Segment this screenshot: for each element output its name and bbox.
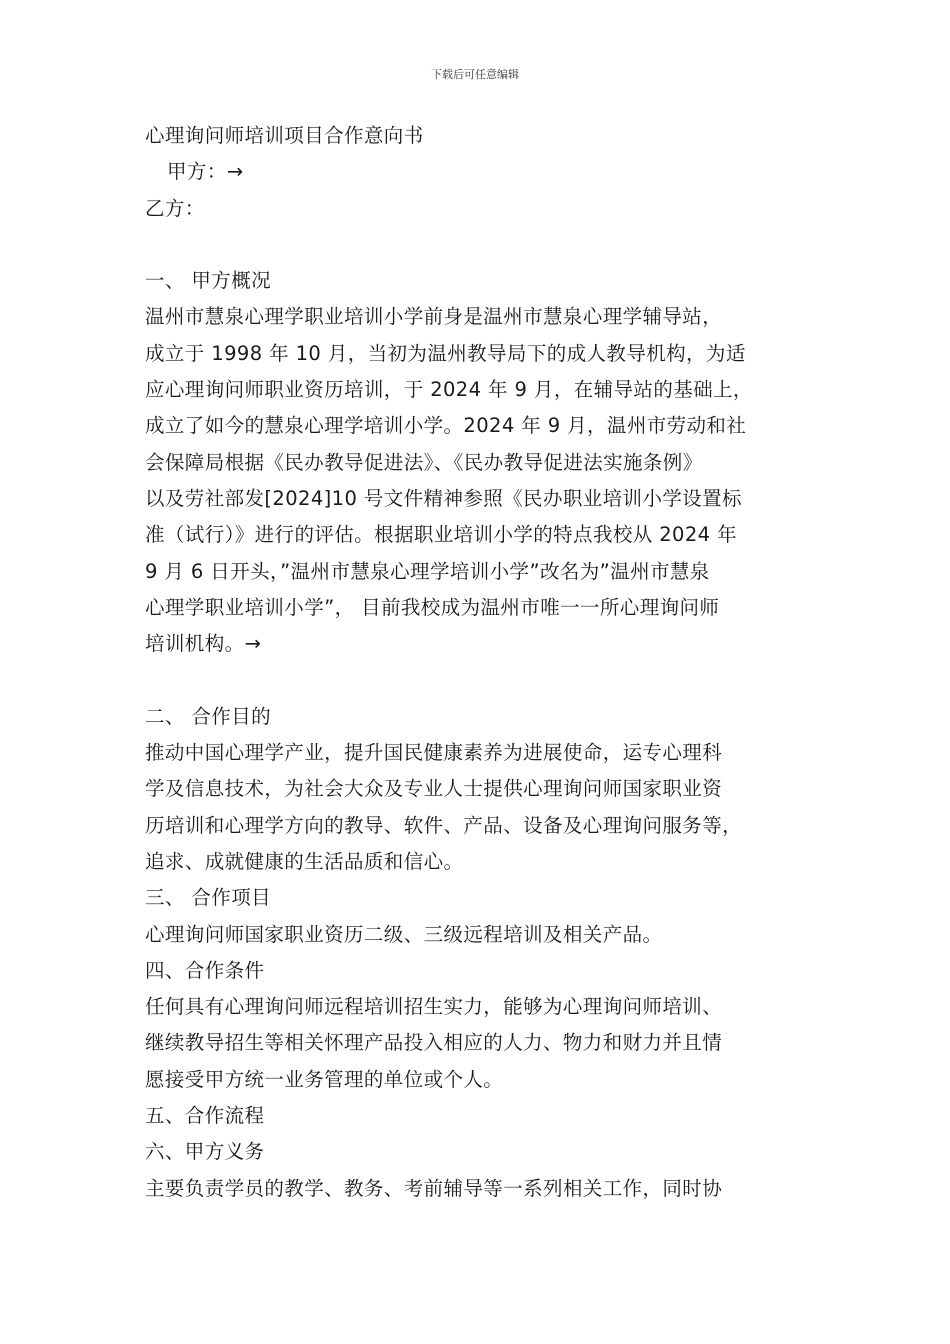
paragraph-line: 愿接受甲方统一业务管理的单位或个人。 (145, 1067, 504, 1091)
paragraph-line: 应心理询问师职业资历培训，于 2024 年 9 月，在辅导站的基础上， (145, 378, 753, 402)
paragraph-line: 温州市慧泉心理学职业培训小学前身是温州市慧泉心理学辅导站， (145, 305, 723, 329)
paragraph-line: 心理学职业培训小学”， 目前我校成为温州市唯一一所心理询问师 (145, 595, 720, 619)
paragraph-line: 主要负责学员的教学、教务、考前辅导等一系列相关工作，同时协 (145, 1176, 723, 1200)
paragraph-line: 培训机构。→ (145, 632, 262, 656)
blank-line (145, 662, 820, 698)
party-a-line: 甲方：→ (167, 160, 244, 184)
paragraph-line: 成立了如今的慧泉心理学培训小学。2024 年 9 月，温州市劳动和社 (145, 414, 747, 438)
blank-line (145, 227, 820, 263)
section-heading-purpose: 二、 合作目的 (145, 704, 271, 728)
paragraph-line: 历培训和心理学方向的教导、软件、产品、设备及心理询问服务等， (145, 813, 743, 837)
paragraph-line: 心理询问师国家职业资历二级、三级远程培训及相关产品。 (145, 922, 663, 946)
document-title: 心理询问师培训项目合作意向书 (145, 124, 424, 147)
section-heading-project: 三、 合作项目 (145, 886, 271, 910)
section-heading-process: 五、合作流程 (145, 1104, 265, 1128)
paragraph-line: 推动中国心理学产业，提升国民健康素养为进展使命，运专心理科 (145, 741, 723, 765)
document-body (145, 118, 820, 1207)
section-heading-overview: 一、 甲方概况 (145, 269, 271, 293)
paragraph-line: 成立于 1998 年 10 月，当初为温州教导局下的成人教导机构，为适 (145, 341, 746, 365)
section-heading-party-a-duties: 六、甲方义务 (145, 1140, 265, 1164)
paragraph-line: 准（试行）》进行的评估。根据职业培训小学的特点我校从 2024 年 (145, 523, 737, 547)
paragraph-line: 追求、成就健康的生活品质和信心。 (145, 849, 464, 873)
paragraph-line: 以及劳社部发[2024]10 号文件精神参照《民办职业培训小学设置标 (145, 486, 742, 510)
paragraph-line: 继续教导招生等相关怀理产品投入相应的人力、物力和财力并且情 (145, 1031, 723, 1055)
paragraph-line: 学及信息技术，为社会大众及专业人士提供心理询问师国家职业资 (145, 777, 723, 801)
section-heading-conditions: 四、合作条件 (145, 958, 265, 982)
paragraph-line: 任何具有心理询问师远程培训招生实力，能够为心理询问师培训、 (145, 995, 723, 1019)
paragraph-line: 会保障局根据《民办教导促进法》、《民办教导促进法实施条例》 (145, 450, 703, 474)
party-b-line: 乙方： (145, 196, 205, 220)
paragraph-line: 9 月 6 日开头，”温州市慧泉心理学培训小学”改名为”温州市慧泉 (145, 559, 710, 583)
page-header-note: 下载后可任意编辑 (431, 68, 519, 81)
